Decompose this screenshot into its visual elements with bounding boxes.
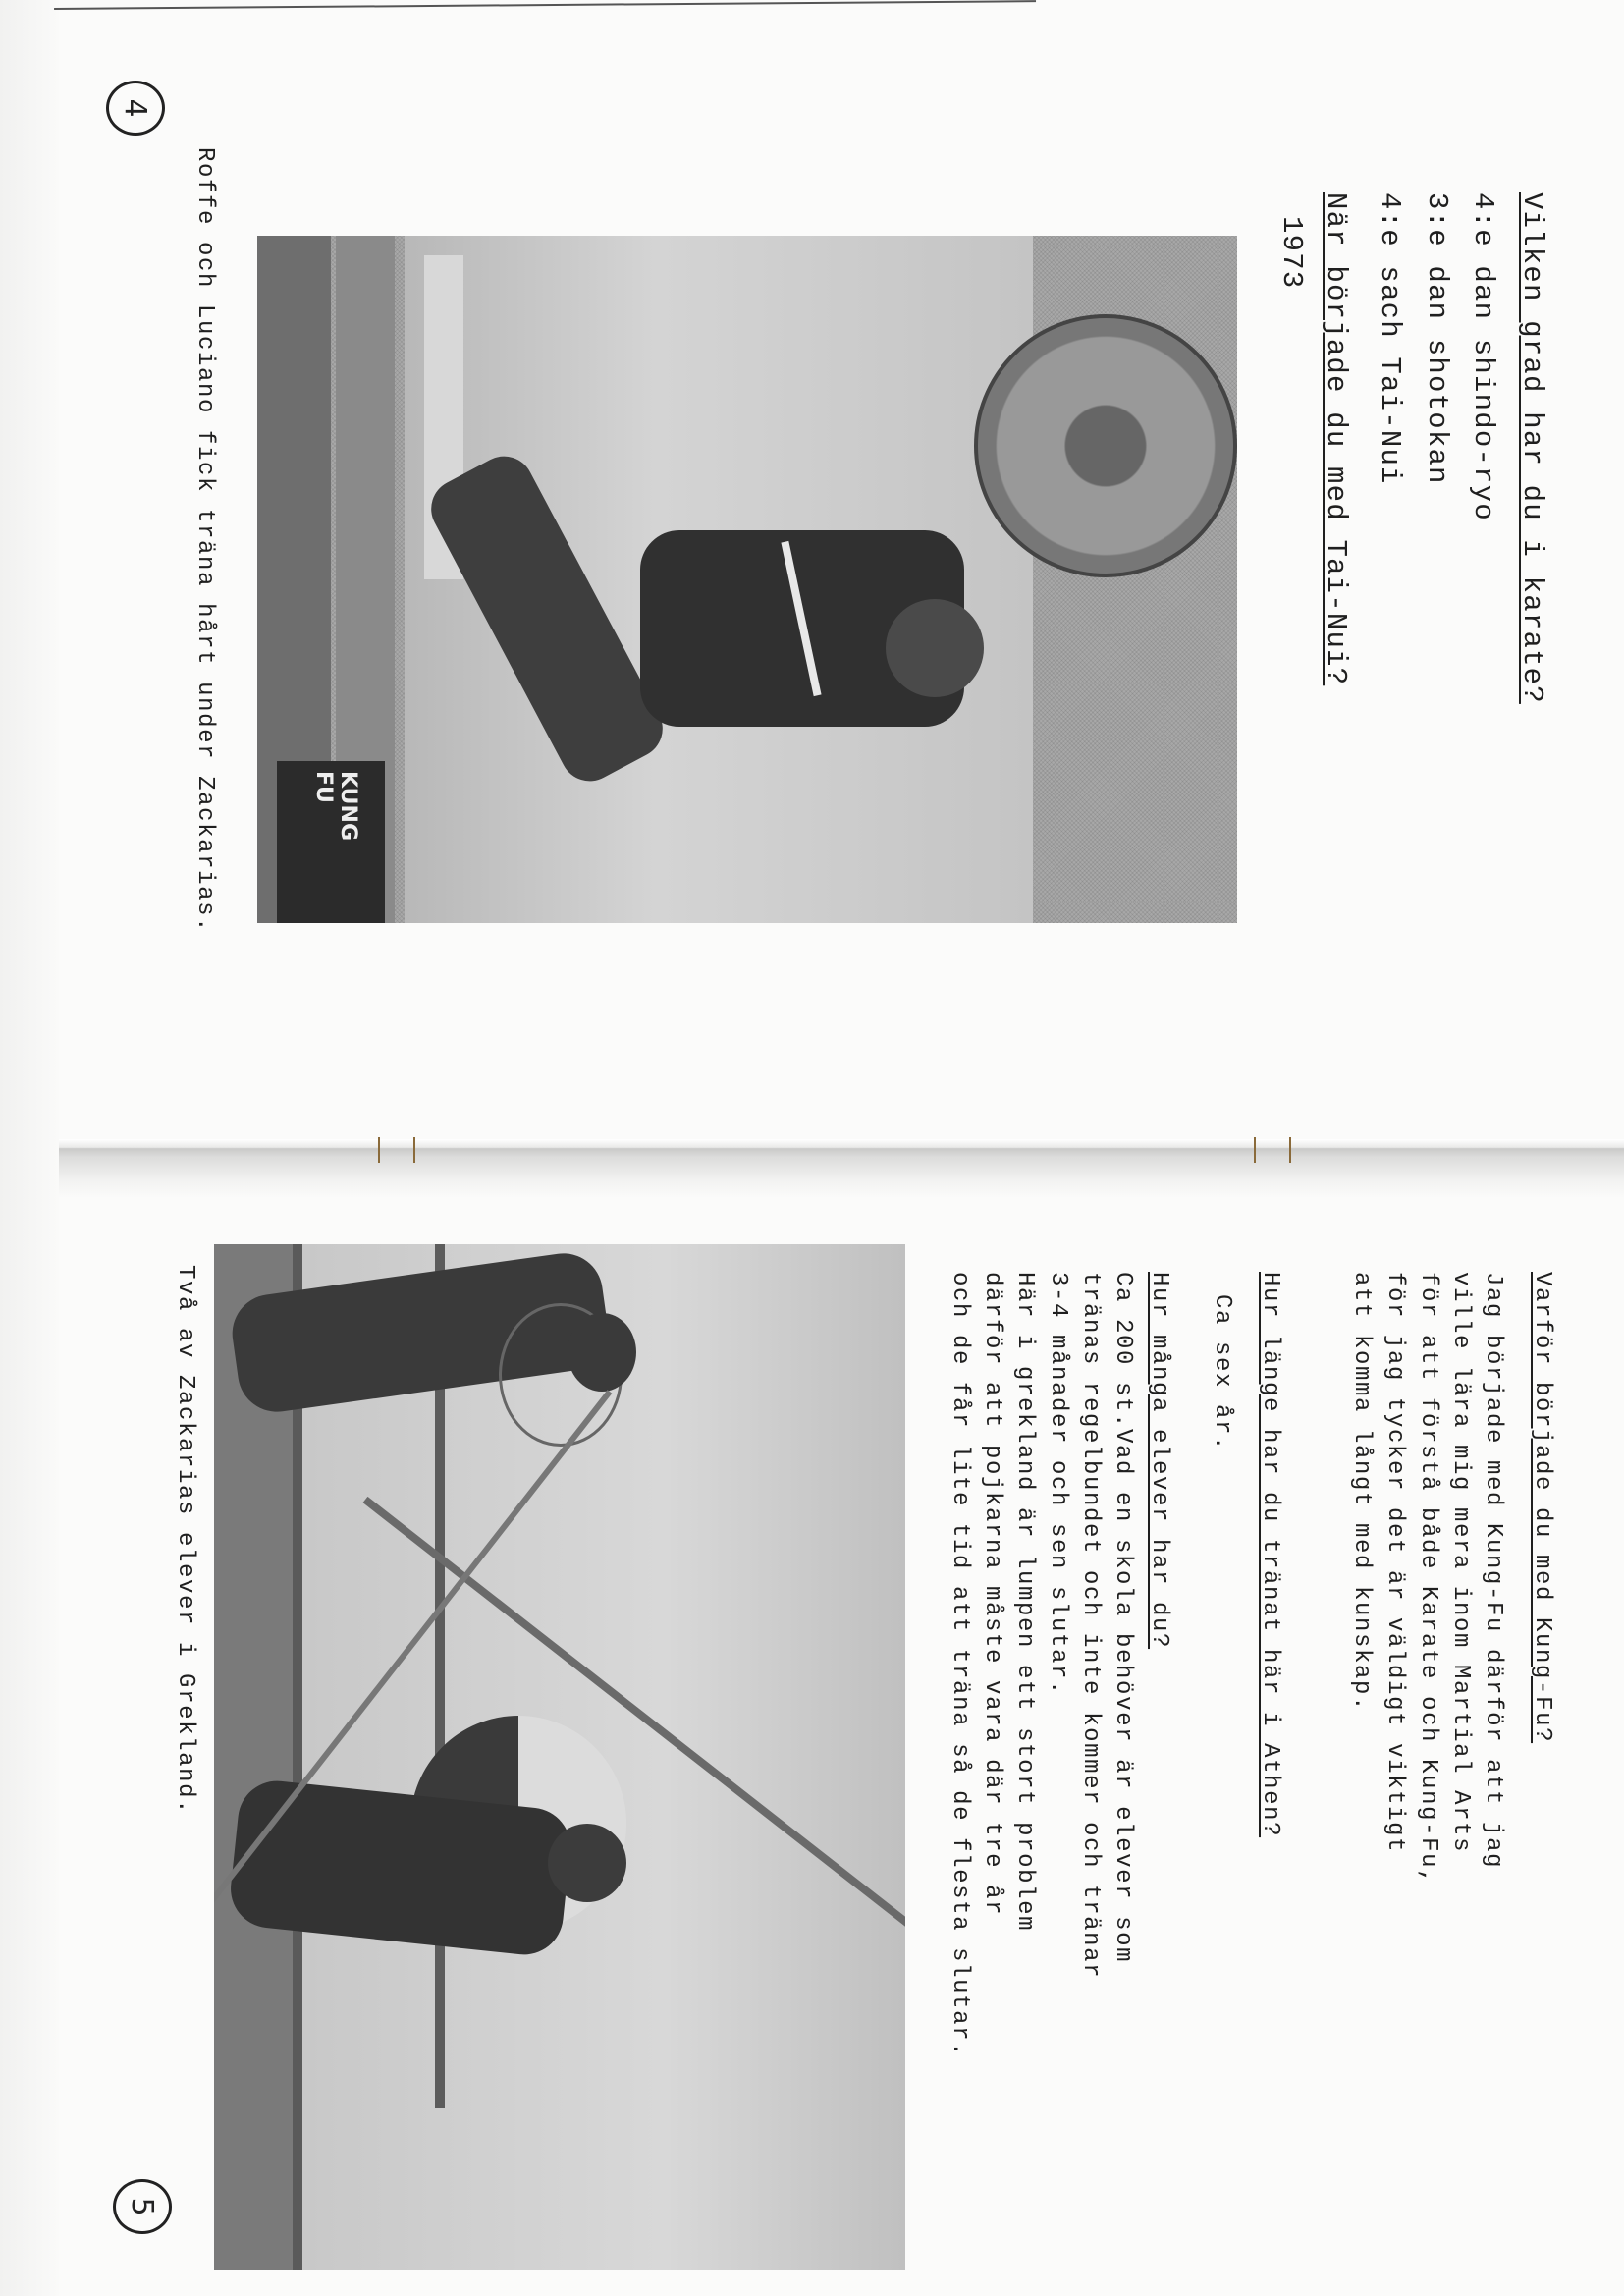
poster-text: KUNG FU <box>311 771 360 841</box>
page-number-text: 4 <box>118 98 153 118</box>
student-1-head <box>568 1313 636 1392</box>
answer-line: Ca sex år. <box>1209 1294 1235 1452</box>
answer-line: 3-4 månader och sen slutar. <box>1045 1272 1071 1697</box>
shield-ornament <box>974 314 1237 577</box>
staple <box>1254 1137 1291 1163</box>
answer-line: tränas regelbundet och inte kommer och tränar <box>1077 1272 1104 1980</box>
scan-edge <box>0 0 59 2296</box>
question-tai-nui-start: När började du med Tai-Nui? <box>1320 192 1352 686</box>
answer-line: och de får lite tid att träna så de flesta slutar. <box>947 1272 973 2058</box>
center-fold <box>59 1139 1624 1198</box>
answer-line: Ca 200 st.Vad en skola behöver är elever som <box>1110 1272 1136 1964</box>
student-2-head <box>548 1824 626 1902</box>
question-karate-grade: Vilken grad har du i karate? <box>1516 192 1548 704</box>
caption-page5: Två av Zackarias elever i Grekland. <box>172 1265 198 1816</box>
page-number-text: 5 <box>125 2197 160 2216</box>
caption-page4: Roffe och Luciano fick träna hårt under Zackarias. <box>191 147 218 934</box>
answer-year: 1973 <box>1275 216 1308 290</box>
answer-line: Här i grekland är lumpen ett stort problem <box>1011 1272 1038 1933</box>
answer-line: 4:e dan shindo-ryo <box>1467 192 1499 521</box>
question-how-many-students: Hur många elever har du? <box>1146 1272 1172 1650</box>
answer-line: 3:e dan shotokan <box>1421 192 1453 485</box>
answer-line: Jag började med Kung-Fu därför att jag <box>1480 1272 1506 1870</box>
question-how-long-athens: Hur länge har du tränat här i Athen? <box>1257 1272 1283 1838</box>
question-why-kung-fu: Varför började du med Kung-Fu? <box>1529 1272 1555 1744</box>
photo-kick <box>257 236 1237 923</box>
photo-head <box>886 599 984 697</box>
answer-line: 4:e sach Tai-Nui <box>1374 192 1406 485</box>
answer-line: ville lära mig mera inom Martial Arts <box>1447 1272 1474 1854</box>
page-number-4 <box>106 81 165 136</box>
photo-staff-training <box>214 1244 905 2270</box>
answer-line: för att förstå både Karate och Kung-Fu, <box>1415 1272 1441 1886</box>
answer-line: för jag tycker det är väldigt viktigt <box>1381 1272 1408 1854</box>
page-number-5 <box>113 2179 172 2234</box>
page-top-edge <box>54 0 1036 10</box>
staple <box>378 1137 415 1163</box>
answer-line: att komma långt med kunskap. <box>1348 1272 1375 1713</box>
answer-line: därför att pojkarna måste vara där tre år <box>979 1272 1005 1917</box>
